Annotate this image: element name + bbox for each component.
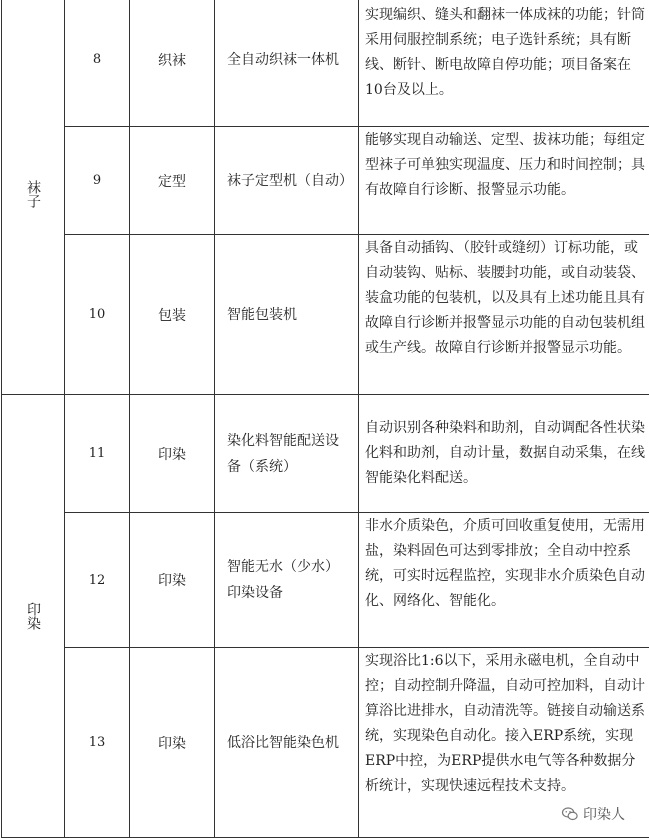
process-cell: 包装	[130, 235, 215, 395]
description-cell: 实现编织、缝头和翻袜一体成袜的功能；针筒采用伺服控制系统；电子选针系统；具有断线、断针、断电故障自停功能；项目备案在10台及以上。	[359, 0, 649, 127]
category-label: 袜子	[16, 180, 50, 208]
row-number: 10	[65, 235, 130, 395]
description-cell: 非水介质染色，介质可回收重复使用，无需用盐，染料固色可达到零排放；全自动中控系统，可实时远程监控，实现非水介质染色自动化、网络化、智能化。	[359, 513, 649, 648]
equipment-cell: 染化料智能配送设备（系统）	[215, 395, 359, 513]
equipment-cell: 全自动织袜一体机	[215, 0, 359, 127]
description-cell: 实现浴比1:6以下，采用永磁电机，全自动中控；自动控制升降温，自动可控加料，自动计算浴比进排水，自动清洗等。链接自动输送系统，实现染色自动化。接入ERP系统，实现ERP中控，为ERP提供水电气等各种数据分析统计，实现快速远程技术支持。	[359, 648, 649, 838]
row-number: 12	[65, 513, 130, 648]
process-cell: 印染	[130, 395, 215, 513]
equipment-table	[1, 0, 649, 838]
category-cell	[2, 0, 65, 395]
equipment-cell: 智能无水（少水）印染设备	[215, 513, 359, 648]
process-cell: 印染	[130, 648, 215, 838]
description-cell: 自动识别各种染料和助剂，自动调配各性状染化料和助剂，自动计量，数据自动采集，在线智能染化料配送。	[359, 395, 649, 513]
category-cell	[2, 395, 65, 838]
equipment-cell: 袜子定型机（自动）	[215, 127, 359, 235]
description-cell: 能够实现自动输送、定型、拔袜功能；每组定型袜子可单独实现温度、压力和时间控制；具有故障自行诊断、报警显示功能。	[359, 127, 649, 235]
table-row	[2, 513, 649, 648]
table-row	[2, 395, 649, 513]
row-number: 11	[65, 395, 130, 513]
process-cell: 定型	[130, 127, 215, 235]
table-row	[2, 235, 649, 395]
category-label: 印染	[16, 602, 50, 630]
row-number: 8	[65, 0, 130, 127]
table-row	[2, 0, 649, 127]
watermark-text: 印染人	[583, 804, 625, 824]
equipment-cell: 低浴比智能染色机	[215, 648, 359, 838]
table-row	[2, 127, 649, 235]
row-number: 13	[65, 648, 130, 838]
description-cell: 具备自动插钩、（胶针或缝纫）订标功能，或自动装钩、贴标、装腰封功能，或自动装袋、装盒功能的包装机，以及具有上述功能且具有故障自行诊断并报警显示功能的自动包装机组或生产线。故障自行诊断并报警显示功能。	[359, 235, 649, 395]
equipment-cell: 智能包装机	[215, 235, 359, 395]
process-cell: 织袜	[130, 0, 215, 127]
process-cell: 印染	[130, 513, 215, 648]
watermark	[559, 804, 627, 824]
row-number: 9	[65, 127, 130, 235]
table-row	[2, 648, 649, 838]
wechat-icon	[561, 805, 579, 823]
